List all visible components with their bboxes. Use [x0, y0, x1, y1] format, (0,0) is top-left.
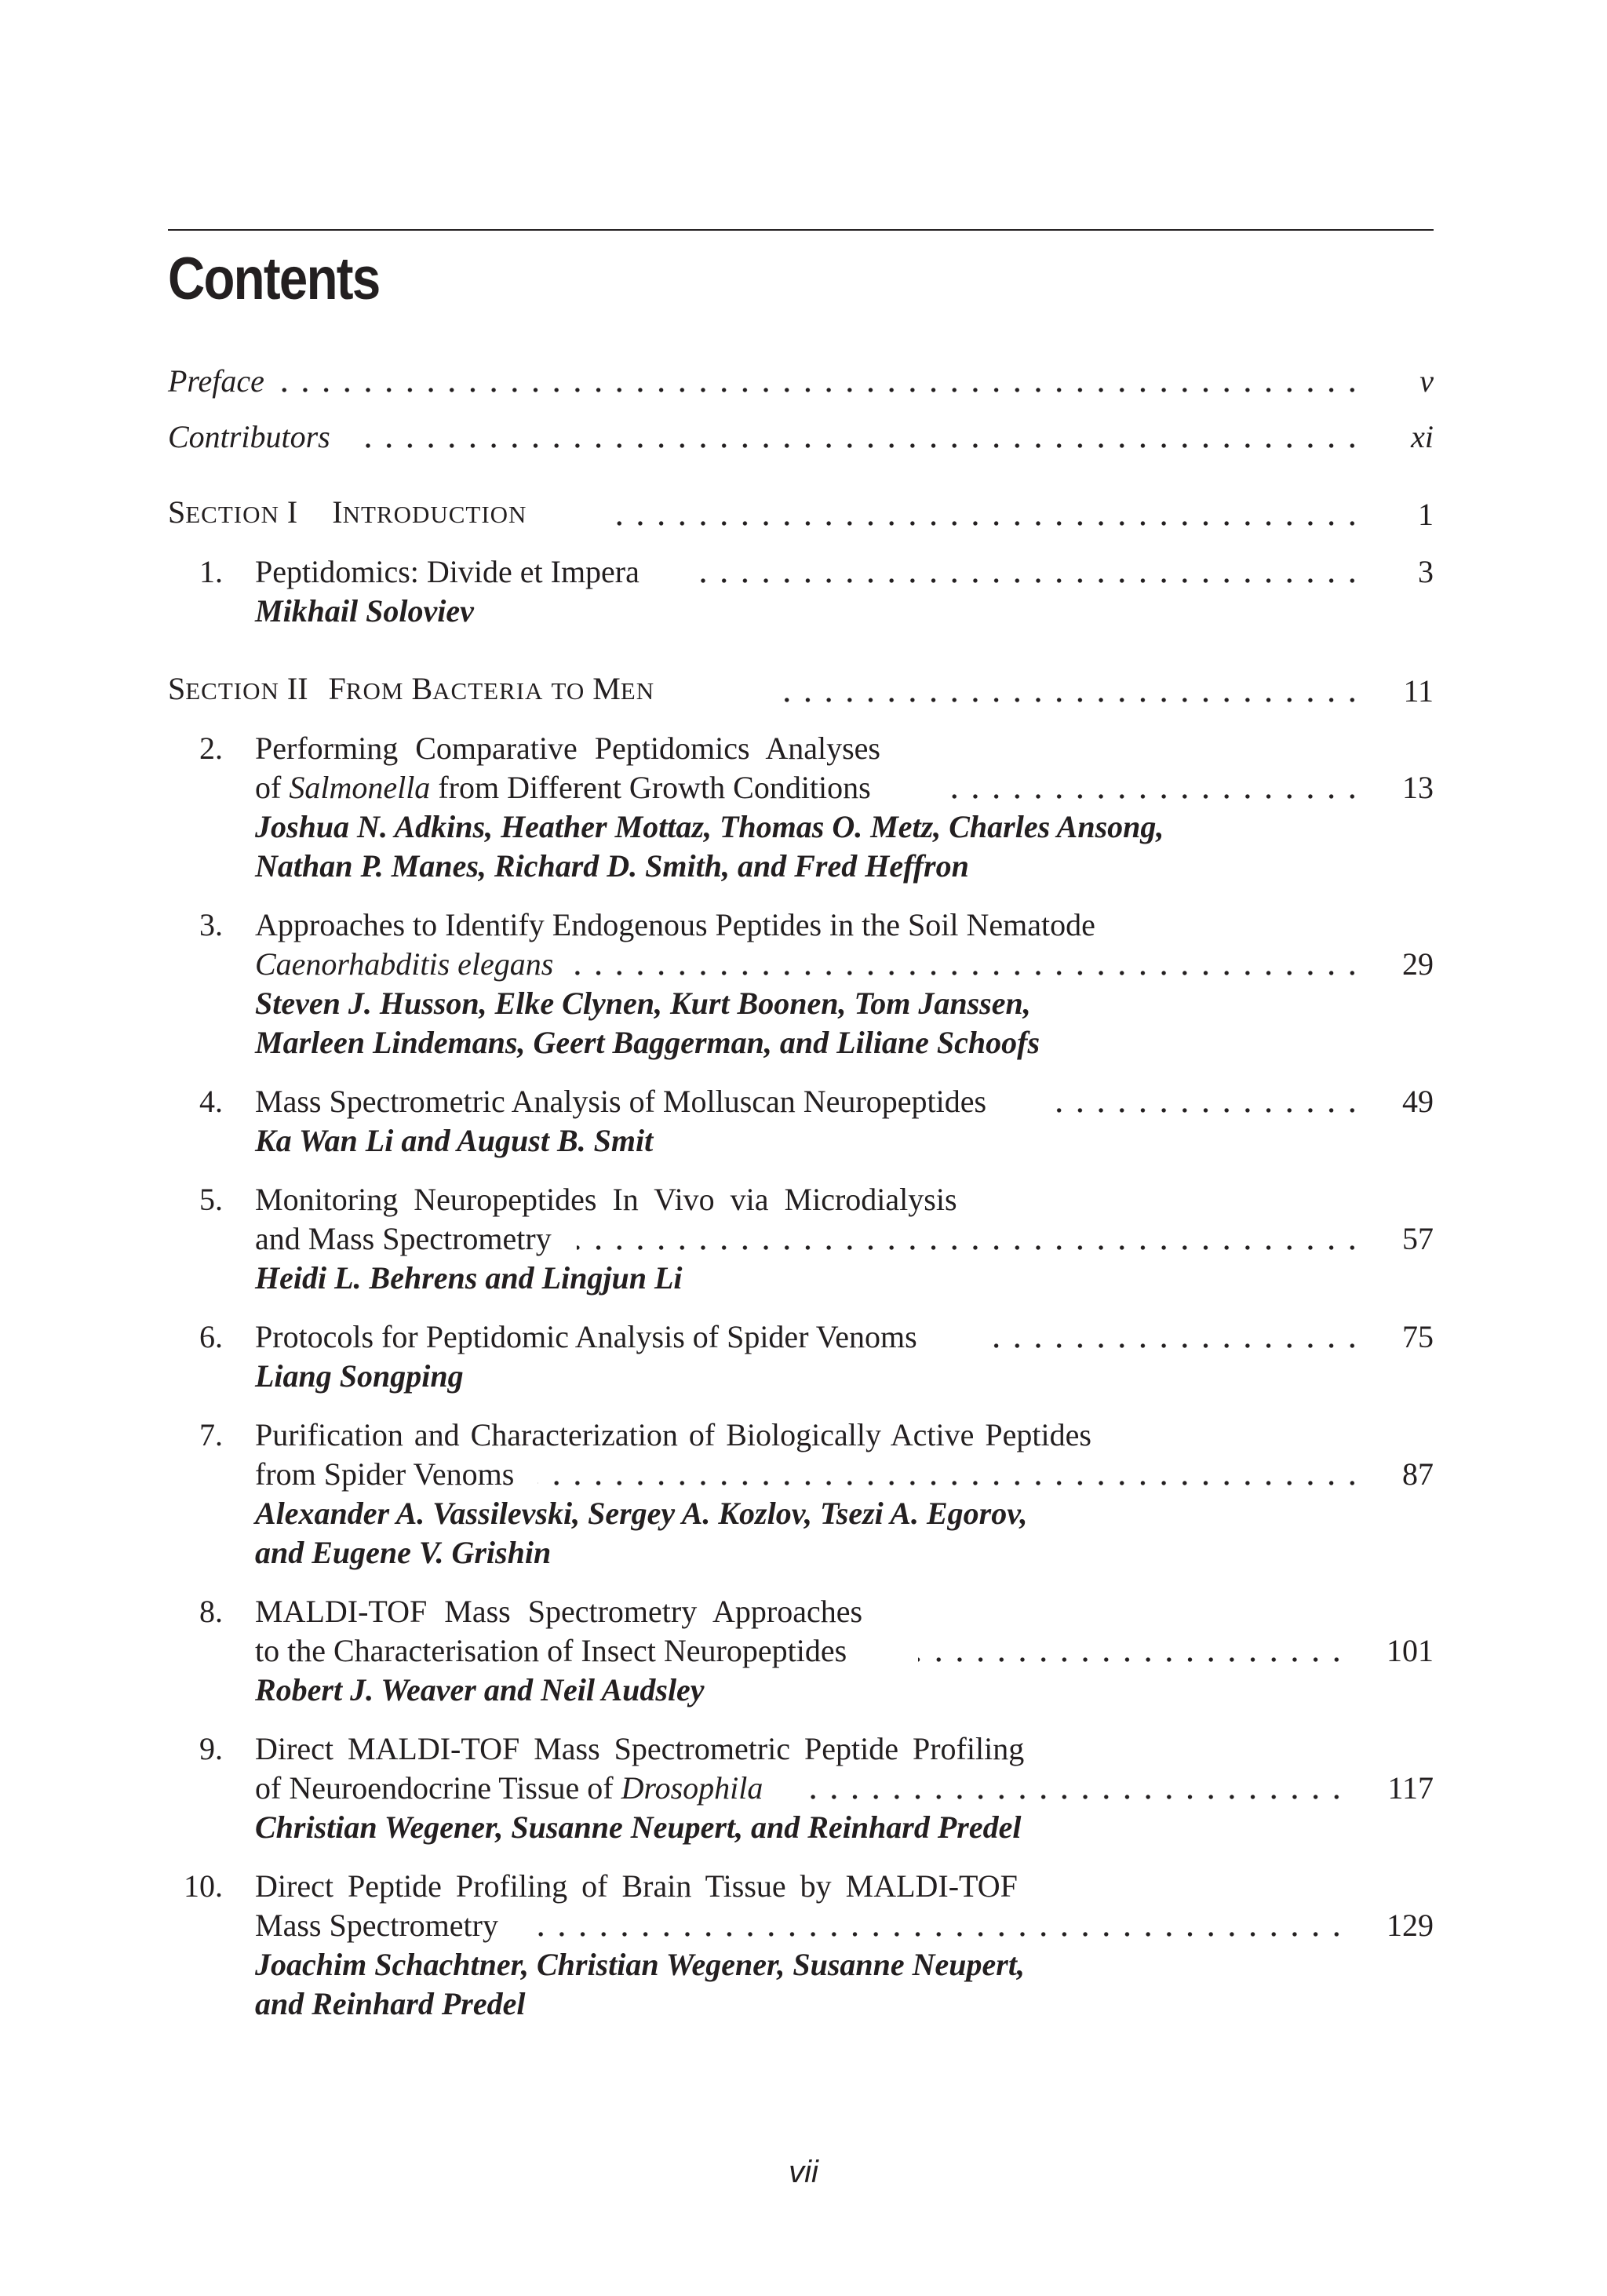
- page-number: 129: [1387, 1908, 1434, 1943]
- chapter-number: 1.: [199, 554, 223, 589]
- chapter-authors: Christian Wegener, Susanne Neupert, and Reinhard Predel: [255, 1809, 1022, 1845]
- chapter-title: Monitoring Neuropeptides In Vivo via Microdialysis: [255, 1182, 957, 1217]
- chapter-number: 8.: [199, 1594, 223, 1629]
- toc-entry-preface[interactable]: [168, 361, 1434, 402]
- toc-section-1[interactable]: [168, 494, 1434, 535]
- entry-title: Preface: [168, 363, 264, 399]
- section-heading: SECTION I INTRODUCTION: [168, 494, 527, 530]
- page-number: v: [1419, 363, 1434, 399]
- chapter-authors: Heidi L. Behrens and Lingjun Li: [255, 1260, 683, 1296]
- dot-leader: [577, 1245, 1371, 1250]
- page-number: 3: [1418, 554, 1434, 589]
- page-number: 1: [1418, 497, 1434, 532]
- section-heading: SECTION II FROM BACTERIA TO MEN: [168, 671, 655, 706]
- page-number: 87: [1402, 1456, 1434, 1492]
- chapter-title-continued: of Salmonella from Different Growth Conditions: [255, 770, 871, 805]
- chapter-authors: Nathan P. Manes, Richard D. Smith, and Fred Heffron: [255, 848, 969, 884]
- page-title: Contents: [168, 246, 380, 312]
- chapter-title: Approaches to Identify Endogenous Peptides in the Soil Nematode: [255, 907, 1095, 942]
- chapter-title: Peptidomics: Divide et Impera: [255, 554, 640, 589]
- chapter-title-continued: and Mass Spectrometry: [255, 1221, 552, 1256]
- toc-chapter-7[interactable]: [255, 1454, 1434, 1495]
- chapter-number: 2.: [199, 731, 223, 766]
- chapter-title-continued: to the Characterisation of Insect Neuropeptides: [255, 1633, 847, 1668]
- page-number: 101: [1387, 1633, 1434, 1668]
- chapter-title: Protocols for Peptidomic Analysis of Spider Venoms: [255, 1319, 917, 1354]
- chapter-title-continued: from Spider Venoms: [255, 1456, 515, 1492]
- dot-leader: [918, 1657, 1355, 1662]
- chapter-title: Mass Spectrometric Analysis of Molluscan Neuropeptides: [255, 1084, 987, 1119]
- dot-leader: [938, 794, 1371, 799]
- chapter-authors: Liang Songping: [255, 1358, 464, 1394]
- chapter-number: 3.: [199, 907, 223, 942]
- page-number: 75: [1402, 1319, 1434, 1354]
- toc-chapter-8[interactable]: [255, 1631, 1434, 1671]
- chapter-title: MALDI-TOF Mass Spectrometry Approaches: [255, 1594, 863, 1629]
- page-number: 29: [1402, 946, 1434, 982]
- toc-entry-contributors[interactable]: [168, 417, 1434, 457]
- chapter-authors: and Reinhard Predel: [255, 1986, 526, 2021]
- page-number: 13: [1402, 770, 1434, 805]
- page-number: 57: [1402, 1221, 1434, 1256]
- dot-leader: [780, 698, 1371, 702]
- toc-chapter-4[interactable]: [255, 1081, 1434, 1122]
- page-number: 49: [1402, 1084, 1434, 1119]
- dot-leader: [617, 521, 1371, 526]
- chapter-number: 9.: [199, 1731, 223, 1766]
- toc-chapter-1[interactable]: [255, 552, 1434, 592]
- page-number: 117: [1387, 1770, 1434, 1806]
- dot-leader: [530, 1932, 1355, 1937]
- dot-leader: [1044, 1108, 1371, 1113]
- page-number: xi: [1411, 419, 1434, 454]
- toc-chapter-10[interactable]: [255, 1905, 1434, 1946]
- chapter-number: 5.: [199, 1182, 223, 1217]
- chapter-title: Direct Peptide Profiling of Brain Tissue by MALDI-TOF: [255, 1868, 1018, 1904]
- dot-leader: [353, 443, 1371, 448]
- dot-leader: [685, 578, 1371, 583]
- dot-leader: [278, 388, 1371, 392]
- toc-chapter-3[interactable]: [255, 944, 1434, 985]
- chapter-title-continued: Mass Spectrometry: [255, 1908, 498, 1943]
- chapter-authors: Robert J. Weaver and Neil Audsley: [255, 1672, 705, 1707]
- page-number: 11: [1403, 673, 1434, 709]
- chapter-title-continued: Caenorhabditis elegans: [255, 946, 554, 982]
- page-folio: vii: [789, 2155, 818, 2189]
- chapter-authors: Steven J. Husson, Elke Clynen, Kurt Boonen, Tom Janssen,: [255, 986, 1031, 1021]
- chapter-title: Purification and Characterization of Biologically Active Peptides: [255, 1417, 1091, 1452]
- dot-leader: [537, 1481, 1371, 1485]
- dot-leader: [985, 1343, 1371, 1348]
- toc-chapter-2[interactable]: [255, 767, 1434, 808]
- chapter-authors: Joshua N. Adkins, Heather Mottaz, Thomas O. Metz, Charles Ansong,: [255, 809, 1164, 844]
- chapter-number: 6.: [199, 1319, 223, 1354]
- toc-section-2[interactable]: [168, 671, 1434, 712]
- chapter-title: Direct MALDI-TOF Mass Spectrometric Peptide Profiling: [255, 1731, 1025, 1766]
- chapter-number: 4.: [199, 1084, 223, 1119]
- chapter-authors: Mikhail Soloviev: [255, 593, 474, 629]
- chapter-authors: Ka Wan Li and August B. Smit: [255, 1123, 654, 1158]
- chapter-authors: Alexander A. Vassilevski, Sergey A. Kozlov, Tsezi A. Egorov,: [255, 1496, 1028, 1531]
- toc-chapter-6[interactable]: [255, 1317, 1434, 1358]
- dot-leader: [796, 1795, 1355, 1799]
- header-rule: [168, 229, 1434, 231]
- toc-chapter-5[interactable]: [255, 1219, 1434, 1259]
- chapter-number: 7.: [199, 1417, 223, 1452]
- chapter-title: Performing Comparative Peptidomics Analyses: [255, 731, 880, 766]
- toc-chapter-9[interactable]: [255, 1768, 1434, 1809]
- chapter-authors: Joachim Schachtner, Christian Wegener, Susanne Neupert,: [255, 1947, 1025, 1982]
- entry-title: Contributors: [168, 419, 330, 454]
- chapter-number: 10.: [184, 1868, 223, 1904]
- chapter-authors: and Eugene V. Grishin: [255, 1535, 552, 1570]
- chapter-authors: Marleen Lindemans, Geert Baggerman, and Liliane Schoofs: [255, 1025, 1040, 1060]
- chapter-title-continued: of Neuroendocrine Tissue of Drosophila: [255, 1770, 763, 1806]
- dot-leader: [569, 971, 1371, 975]
